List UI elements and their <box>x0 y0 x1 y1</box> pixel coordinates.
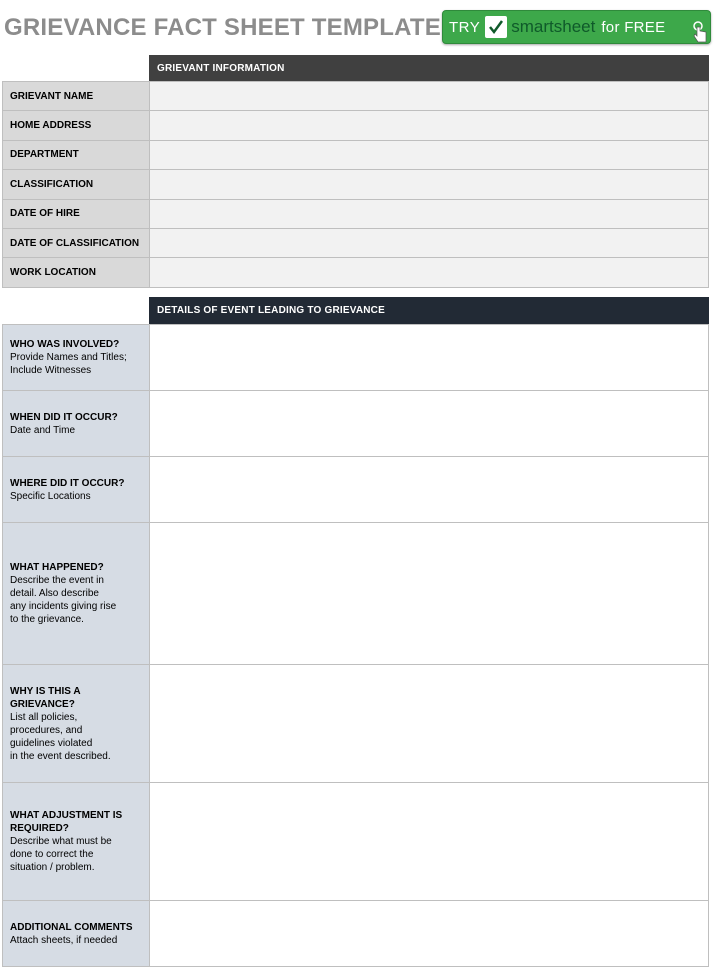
field-label: DEPARTMENT <box>3 140 150 169</box>
row-hint: Describe what must be done to correct the situation / problem. <box>10 836 112 873</box>
row-label-cell <box>3 457 150 523</box>
row-label: ADDITIONAL COMMENTS <box>10 921 133 933</box>
row-label-cell <box>3 523 150 665</box>
table-row <box>3 170 709 199</box>
why-grievance-field[interactable] <box>150 665 709 783</box>
row-label: WHO WAS INVOLVED? <box>10 339 120 350</box>
row-label-cell <box>3 901 150 967</box>
row-label: WHAT ADJUSTMENT IS REQUIRED? <box>10 810 123 834</box>
checkmark-icon <box>485 16 507 38</box>
when-occur-field[interactable] <box>150 391 709 457</box>
grievant-info-table <box>2 81 709 288</box>
adjustment-required-field[interactable] <box>150 783 709 901</box>
table-row <box>3 82 709 111</box>
row-hint: Specific Locations <box>10 490 91 502</box>
home-address-field[interactable] <box>150 111 709 140</box>
table-row <box>3 783 709 901</box>
table-row <box>3 325 709 391</box>
table-row <box>3 523 709 665</box>
table-row <box>3 901 709 967</box>
row-hint: Date and Time <box>10 424 76 436</box>
row-label-cell <box>3 325 150 391</box>
promo-try-text: TRY <box>449 18 481 36</box>
department-field[interactable] <box>150 140 709 169</box>
who-involved-field[interactable] <box>150 325 709 391</box>
table-row <box>3 228 709 257</box>
table-row <box>3 391 709 457</box>
row-label-cell <box>3 665 150 783</box>
field-label: DATE OF CLASSIFICATION <box>3 228 150 257</box>
additional-comments-field[interactable] <box>150 901 709 967</box>
table-row <box>3 457 709 523</box>
field-label: GRIEVANT NAME <box>3 82 150 111</box>
work-location-field[interactable] <box>150 258 709 287</box>
event-details-table <box>2 324 709 967</box>
row-label: WHERE DID IT OCCUR? <box>10 477 125 489</box>
row-label-cell <box>3 391 150 457</box>
row-label: WHAT HAPPENED? <box>10 562 104 573</box>
field-label: WORK LOCATION <box>3 258 150 287</box>
grievant-info-header: GRIEVANT INFORMATION <box>149 55 709 81</box>
field-label: DATE OF HIRE <box>3 199 150 228</box>
table-row <box>3 199 709 228</box>
row-hint: Describe the event in detail. Also describe any incidents giving rise to the grievance. <box>10 575 117 625</box>
row-hint: Attach sheets, if needed <box>10 934 118 946</box>
row-label: WHY IS THIS A GRIEVANCE? <box>10 685 81 710</box>
row-label-cell <box>3 783 150 901</box>
row-hint: Provide Names and Titles; Include Witnesses <box>10 352 127 376</box>
grievant-name-field[interactable] <box>150 82 709 111</box>
field-label: CLASSIFICATION <box>3 170 150 199</box>
row-label: WHEN DID IT OCCUR? <box>10 411 118 423</box>
where-occur-field[interactable] <box>150 457 709 523</box>
event-details-header: DETAILS OF EVENT LEADING TO GRIEVANCE <box>149 297 709 324</box>
classification-field[interactable] <box>150 170 709 199</box>
table-row <box>3 140 709 169</box>
table-row <box>3 665 709 783</box>
promo-free-text: for FREE <box>601 18 666 36</box>
pointer-hand-icon <box>692 21 708 47</box>
try-smartsheet-button[interactable] <box>442 10 711 44</box>
table-row <box>3 111 709 140</box>
field-label: HOME ADDRESS <box>3 111 150 140</box>
what-happened-field[interactable] <box>150 523 709 665</box>
date-of-hire-field[interactable] <box>150 199 709 228</box>
date-of-classification-field[interactable] <box>150 228 709 257</box>
row-hint: List all policies, procedures, and guidelines violated in the event described. <box>10 711 111 762</box>
table-row <box>3 258 709 287</box>
page-title: GRIEVANCE FACT SHEET TEMPLATE <box>4 14 441 41</box>
promo-brand-text: smartsheet <box>511 17 596 36</box>
